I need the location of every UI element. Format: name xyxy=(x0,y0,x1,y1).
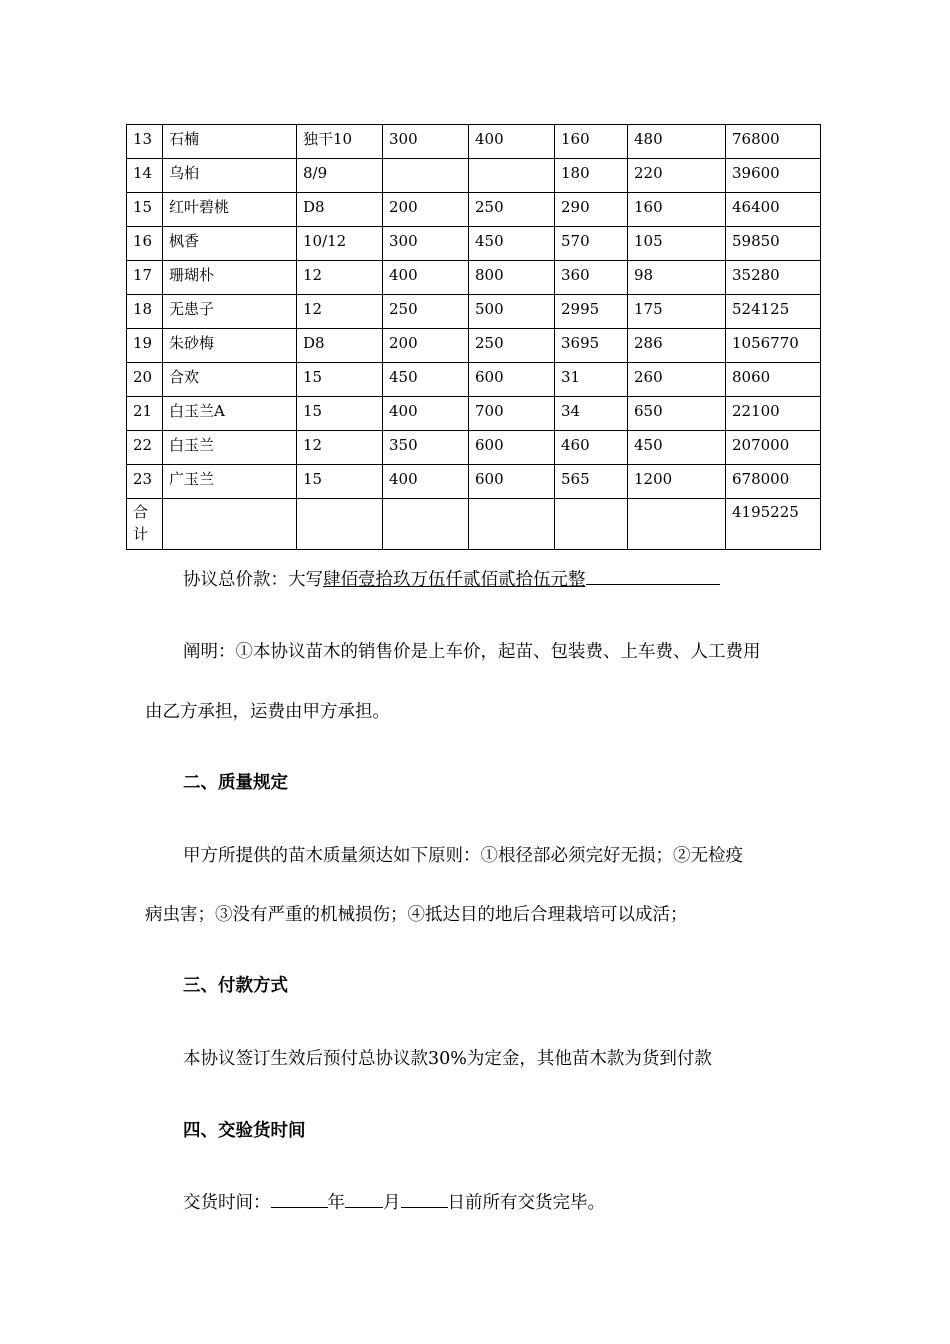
total-label-1: 合 xyxy=(133,503,149,521)
table-cell: 3695 xyxy=(555,329,628,363)
price-amount: 肆佰壹拾玖万伍仟贰佰贰拾伍元整 xyxy=(323,570,586,590)
year-label: 年 xyxy=(327,1193,345,1213)
table-cell: 180 xyxy=(555,159,628,193)
table-cell: 10/12 xyxy=(297,227,383,261)
table-cell: 400 xyxy=(383,261,469,295)
table-cell: 1200 xyxy=(628,465,726,499)
table-cell: 16 xyxy=(127,227,163,261)
table-cell: 500 xyxy=(469,295,555,329)
table-cell: 15 xyxy=(297,465,383,499)
table-cell: 珊瑚朴 xyxy=(163,261,297,295)
table-cell: 250 xyxy=(383,295,469,329)
table-cell: 570 xyxy=(555,227,628,261)
table-cell: 15 xyxy=(127,193,163,227)
table-cell: 460 xyxy=(555,431,628,465)
table-cell: 450 xyxy=(383,363,469,397)
table-cell: 286 xyxy=(628,329,726,363)
table-row xyxy=(127,397,821,431)
table-cell: 石楠 xyxy=(163,125,297,159)
price-prefix: 协议总价款：大写 xyxy=(183,570,323,590)
total-value: 4195225 xyxy=(726,499,821,550)
section-2-line-2: 病虫害；③没有严重的机械损伤；④抵达目的地后合理栽培可以成活； xyxy=(145,905,688,925)
table-cell: 31 xyxy=(555,363,628,397)
table-cell: 8060 xyxy=(726,363,821,397)
table-row xyxy=(127,329,821,363)
table-cell: 白玉兰 xyxy=(163,431,297,465)
table-cell: 600 xyxy=(469,431,555,465)
year-blank[interactable] xyxy=(271,1189,328,1208)
table-cell: 23 xyxy=(127,465,163,499)
table-cell: 200 xyxy=(383,193,469,227)
month-label: 月 xyxy=(383,1193,401,1213)
table-cell: 250 xyxy=(469,329,555,363)
table-row xyxy=(127,295,821,329)
table-cell: 678000 xyxy=(726,465,821,499)
section-2-title: 二、质量规定 xyxy=(183,773,288,793)
note-line-2: 由乙方承担，运费由甲方承担。 xyxy=(145,702,390,722)
table-cell: 34 xyxy=(555,397,628,431)
table-cell: 朱砂梅 xyxy=(163,329,297,363)
table-cell xyxy=(297,499,383,550)
table-cell: 18 xyxy=(127,295,163,329)
table-cell: 600 xyxy=(469,363,555,397)
table-cell: 17 xyxy=(127,261,163,295)
table-cell: 20 xyxy=(127,363,163,397)
section-3-line-1: 本协议签订生效后预付总协议款30%为定金，其他苗木款为货到付款 xyxy=(183,1049,712,1069)
table-cell: 枫香 xyxy=(163,227,297,261)
table-cell: 独干10 xyxy=(297,125,383,159)
total-label-2: 计 xyxy=(133,525,149,543)
table-cell: 600 xyxy=(469,465,555,499)
table-cell: 98 xyxy=(628,261,726,295)
table-row xyxy=(127,431,821,465)
table-cell: 21 xyxy=(127,397,163,431)
table-cell: 2995 xyxy=(555,295,628,329)
table-cell: 160 xyxy=(555,125,628,159)
table-cell: 22100 xyxy=(726,397,821,431)
table-cell: 800 xyxy=(469,261,555,295)
table-cell: 红叶碧桃 xyxy=(163,193,297,227)
section-2-line-1: 甲方所提供的苗木质量须达如下原则：①根径部必须完好无损；②无检疫 xyxy=(183,846,743,866)
table-cell: 14 xyxy=(127,159,163,193)
table-cell: 无患子 xyxy=(163,295,297,329)
table-row xyxy=(127,193,821,227)
table-row xyxy=(127,227,821,261)
month-blank[interactable] xyxy=(345,1189,383,1208)
table-cell xyxy=(383,499,469,550)
table-cell: 105 xyxy=(628,227,726,261)
table-cell: 207000 xyxy=(726,431,821,465)
table-cell: 12 xyxy=(297,295,383,329)
total-label-cell xyxy=(127,499,163,550)
table-row xyxy=(127,125,821,159)
table-row xyxy=(127,159,821,193)
table-cell: 450 xyxy=(628,431,726,465)
table-cell: 480 xyxy=(628,125,726,159)
table-cell: 12 xyxy=(297,431,383,465)
table-cell: 290 xyxy=(555,193,628,227)
table-cell xyxy=(383,159,469,193)
table-cell xyxy=(555,499,628,550)
table-cell xyxy=(469,499,555,550)
table-cell: 400 xyxy=(469,125,555,159)
table-cell: 524125 xyxy=(726,295,821,329)
section-4-title: 四、交验货时间 xyxy=(183,1121,306,1141)
table-cell: 360 xyxy=(555,261,628,295)
price-blank xyxy=(586,566,720,585)
table-cell: 13 xyxy=(127,125,163,159)
table-cell: 15 xyxy=(297,397,383,431)
delivery-suffix: 日前所有交货完毕。 xyxy=(447,1193,605,1213)
table-cell xyxy=(628,499,726,550)
table-cell: 700 xyxy=(469,397,555,431)
delivery-time-line xyxy=(183,1189,605,1214)
table-cell: 合欢 xyxy=(163,363,297,397)
table-cell: D8 xyxy=(297,193,383,227)
table-cell: 200 xyxy=(383,329,469,363)
table-cell xyxy=(163,499,297,550)
table-cell: 乌桕 xyxy=(163,159,297,193)
table-cell: 8/9 xyxy=(297,159,383,193)
table-cell: 175 xyxy=(628,295,726,329)
price-line xyxy=(183,566,720,591)
table-cell: 59850 xyxy=(726,227,821,261)
table-cell: 400 xyxy=(383,397,469,431)
note-line-1: 阐明：①本协议苗木的销售价是上车价，起苗、包装费、上车费、人工费用 xyxy=(183,642,761,662)
table-cell: 46400 xyxy=(726,193,821,227)
table-cell: 19 xyxy=(127,329,163,363)
table-cell: 250 xyxy=(469,193,555,227)
table-body xyxy=(127,125,821,499)
table-row xyxy=(127,261,821,295)
table-cell: 300 xyxy=(383,227,469,261)
day-blank[interactable] xyxy=(401,1189,448,1208)
table-cell: 400 xyxy=(383,465,469,499)
table-cell: 35280 xyxy=(726,261,821,295)
delivery-prefix: 交货时间： xyxy=(183,1193,271,1213)
table-cell: 广玉兰 xyxy=(163,465,297,499)
table-cell: 300 xyxy=(383,125,469,159)
table-cell xyxy=(469,159,555,193)
table-cell: 565 xyxy=(555,465,628,499)
section-3-title: 三、付款方式 xyxy=(183,976,288,996)
table-cell: 650 xyxy=(628,397,726,431)
table-row xyxy=(127,465,821,499)
table-cell: 12 xyxy=(297,261,383,295)
table-cell: 76800 xyxy=(726,125,821,159)
table-cell: 1056770 xyxy=(726,329,821,363)
total-row xyxy=(127,499,821,550)
table-cell: 39600 xyxy=(726,159,821,193)
table-cell: 160 xyxy=(628,193,726,227)
table-cell: 260 xyxy=(628,363,726,397)
table-cell: 450 xyxy=(469,227,555,261)
table-cell: 22 xyxy=(127,431,163,465)
nursery-stock-table xyxy=(126,124,821,550)
table-cell: D8 xyxy=(297,329,383,363)
table-cell: 350 xyxy=(383,431,469,465)
table-cell: 220 xyxy=(628,159,726,193)
table-row xyxy=(127,363,821,397)
table-cell: 15 xyxy=(297,363,383,397)
table-cell: 白玉兰A xyxy=(163,397,297,431)
